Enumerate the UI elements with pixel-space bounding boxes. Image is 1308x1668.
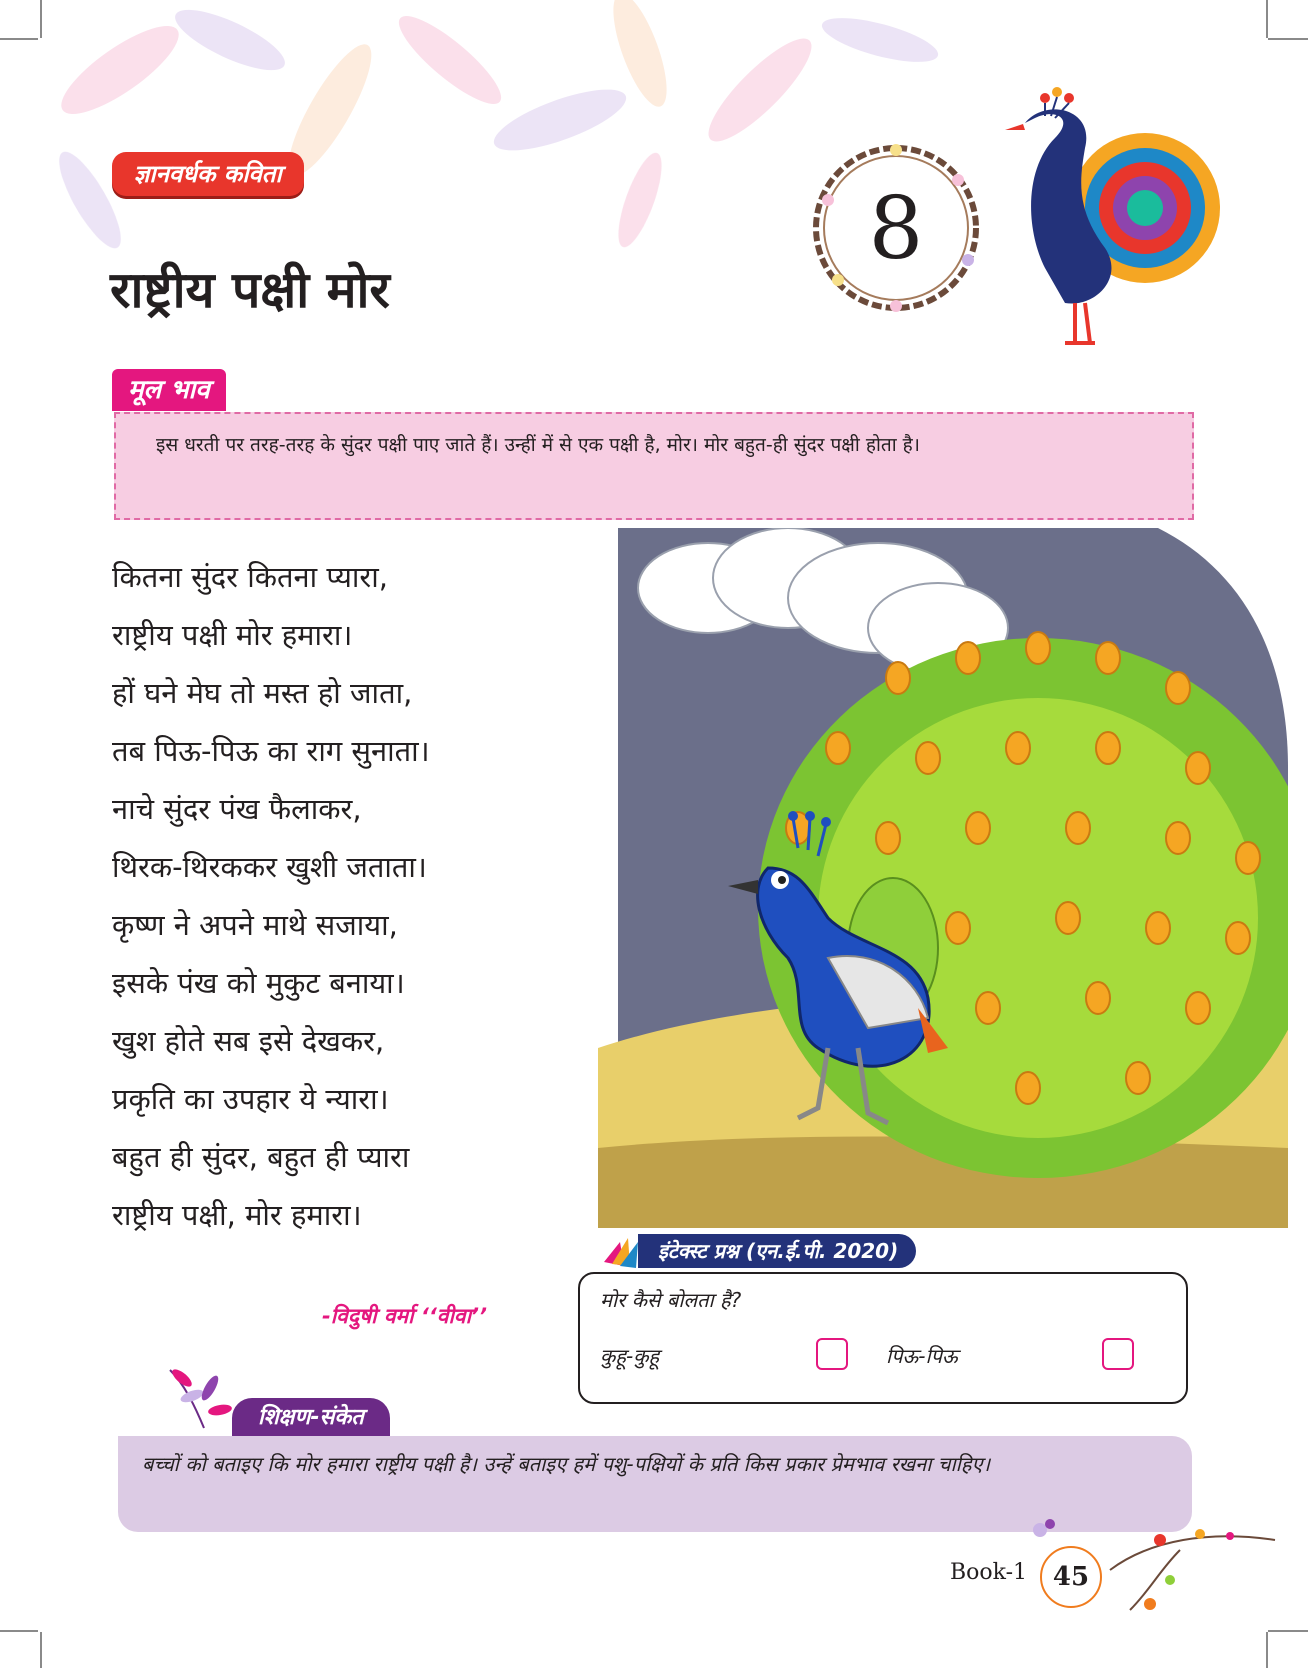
poem-line: राष्ट्रीय पक्षी, मोर हमारा। xyxy=(112,1198,362,1232)
intext-question-title: इंटेक्स्ट प्रश्न (एन.ई.पी. 2020) xyxy=(638,1234,916,1268)
crop-mark xyxy=(0,1630,38,1632)
option-kuhu-checkbox[interactable] xyxy=(816,1338,848,1370)
poem-line: कृष्ण ने अपने माथे सजाया, xyxy=(112,908,398,942)
poem-line: इसके पंख को मुकुट बनाया। xyxy=(112,966,405,1000)
poem-line: हों घने मेघ तो मस्त हो जाता, xyxy=(112,676,413,710)
poem-line: तब पिऊ-पिऊ का राग सुनाता। xyxy=(112,734,430,768)
crop-mark xyxy=(1268,1630,1308,1632)
poem-line: नाचे सुंदर पंख फैलाकर, xyxy=(112,792,362,826)
category-chip: ज्ञानवर्धक कविता xyxy=(112,152,304,196)
mool-bhav-label: मूल भाव xyxy=(112,369,226,411)
leaf-icon xyxy=(164,1364,238,1430)
page-number: 45 xyxy=(1040,1546,1102,1608)
poem-line: खुश होते सब इसे देखकर, xyxy=(112,1024,385,1058)
intext-question-box xyxy=(578,1272,1188,1404)
mool-bhav-box xyxy=(114,412,1194,520)
crop-mark xyxy=(40,1632,42,1668)
peacock-logo-icon xyxy=(985,78,1225,353)
poem-line: थिरक-थिरककर खुशी जताता। xyxy=(112,850,427,884)
shikshan-sanket-label: शिक्षण-संकेत xyxy=(232,1398,390,1438)
crop-mark xyxy=(1266,1632,1268,1668)
option-piu-label: पिऊ-पिऊ xyxy=(886,1344,958,1368)
mool-bhav-text: इस धरती पर तरह-तरह के सुंदर पक्षी पाए जाते हैं। उन्हीं में से एक पक्षी है, मोर। मोर बहुत-ही सुंदर पक्षी होता है। xyxy=(156,434,920,456)
page-title: राष्ट्रीय पक्षी मोर xyxy=(110,261,390,319)
peacock-illustration xyxy=(598,528,1288,1228)
question-text: मोर कैसे बोलता है? xyxy=(600,1288,742,1312)
poem-line: प्रकृति का उपहार ये न्यारा। xyxy=(112,1082,389,1116)
chapter-badge xyxy=(808,140,984,316)
poem-line: बहुत ही सुंदर, बहुत ही प्यारा xyxy=(112,1140,410,1174)
poem xyxy=(112,548,572,1244)
poem-line: कितना सुंदर कितना प्यारा, xyxy=(112,560,389,594)
poem-line: राष्ट्रीय पक्षी मोर हमारा। xyxy=(112,618,353,652)
option-kuhu-label: कुहू-कुहू xyxy=(600,1344,660,1368)
poet-name: -विदुषी वर्मा ‘‘वीवा’’ xyxy=(322,1304,487,1328)
option-piu-checkbox[interactable] xyxy=(1102,1338,1134,1370)
chapter-number: 8 xyxy=(868,179,924,279)
shikshan-sanket-text: बच्चों को बताइए कि मोर हमारा राष्ट्रीय पक्षी है। उन्हें बताइए हमें पशु-पक्षियों के प्रति किस प्रकार प्रेमभाव रखना चाहिए। xyxy=(142,1452,991,1476)
intext-question-header xyxy=(600,1232,1040,1270)
book-label: Book-1 xyxy=(950,1560,1028,1585)
